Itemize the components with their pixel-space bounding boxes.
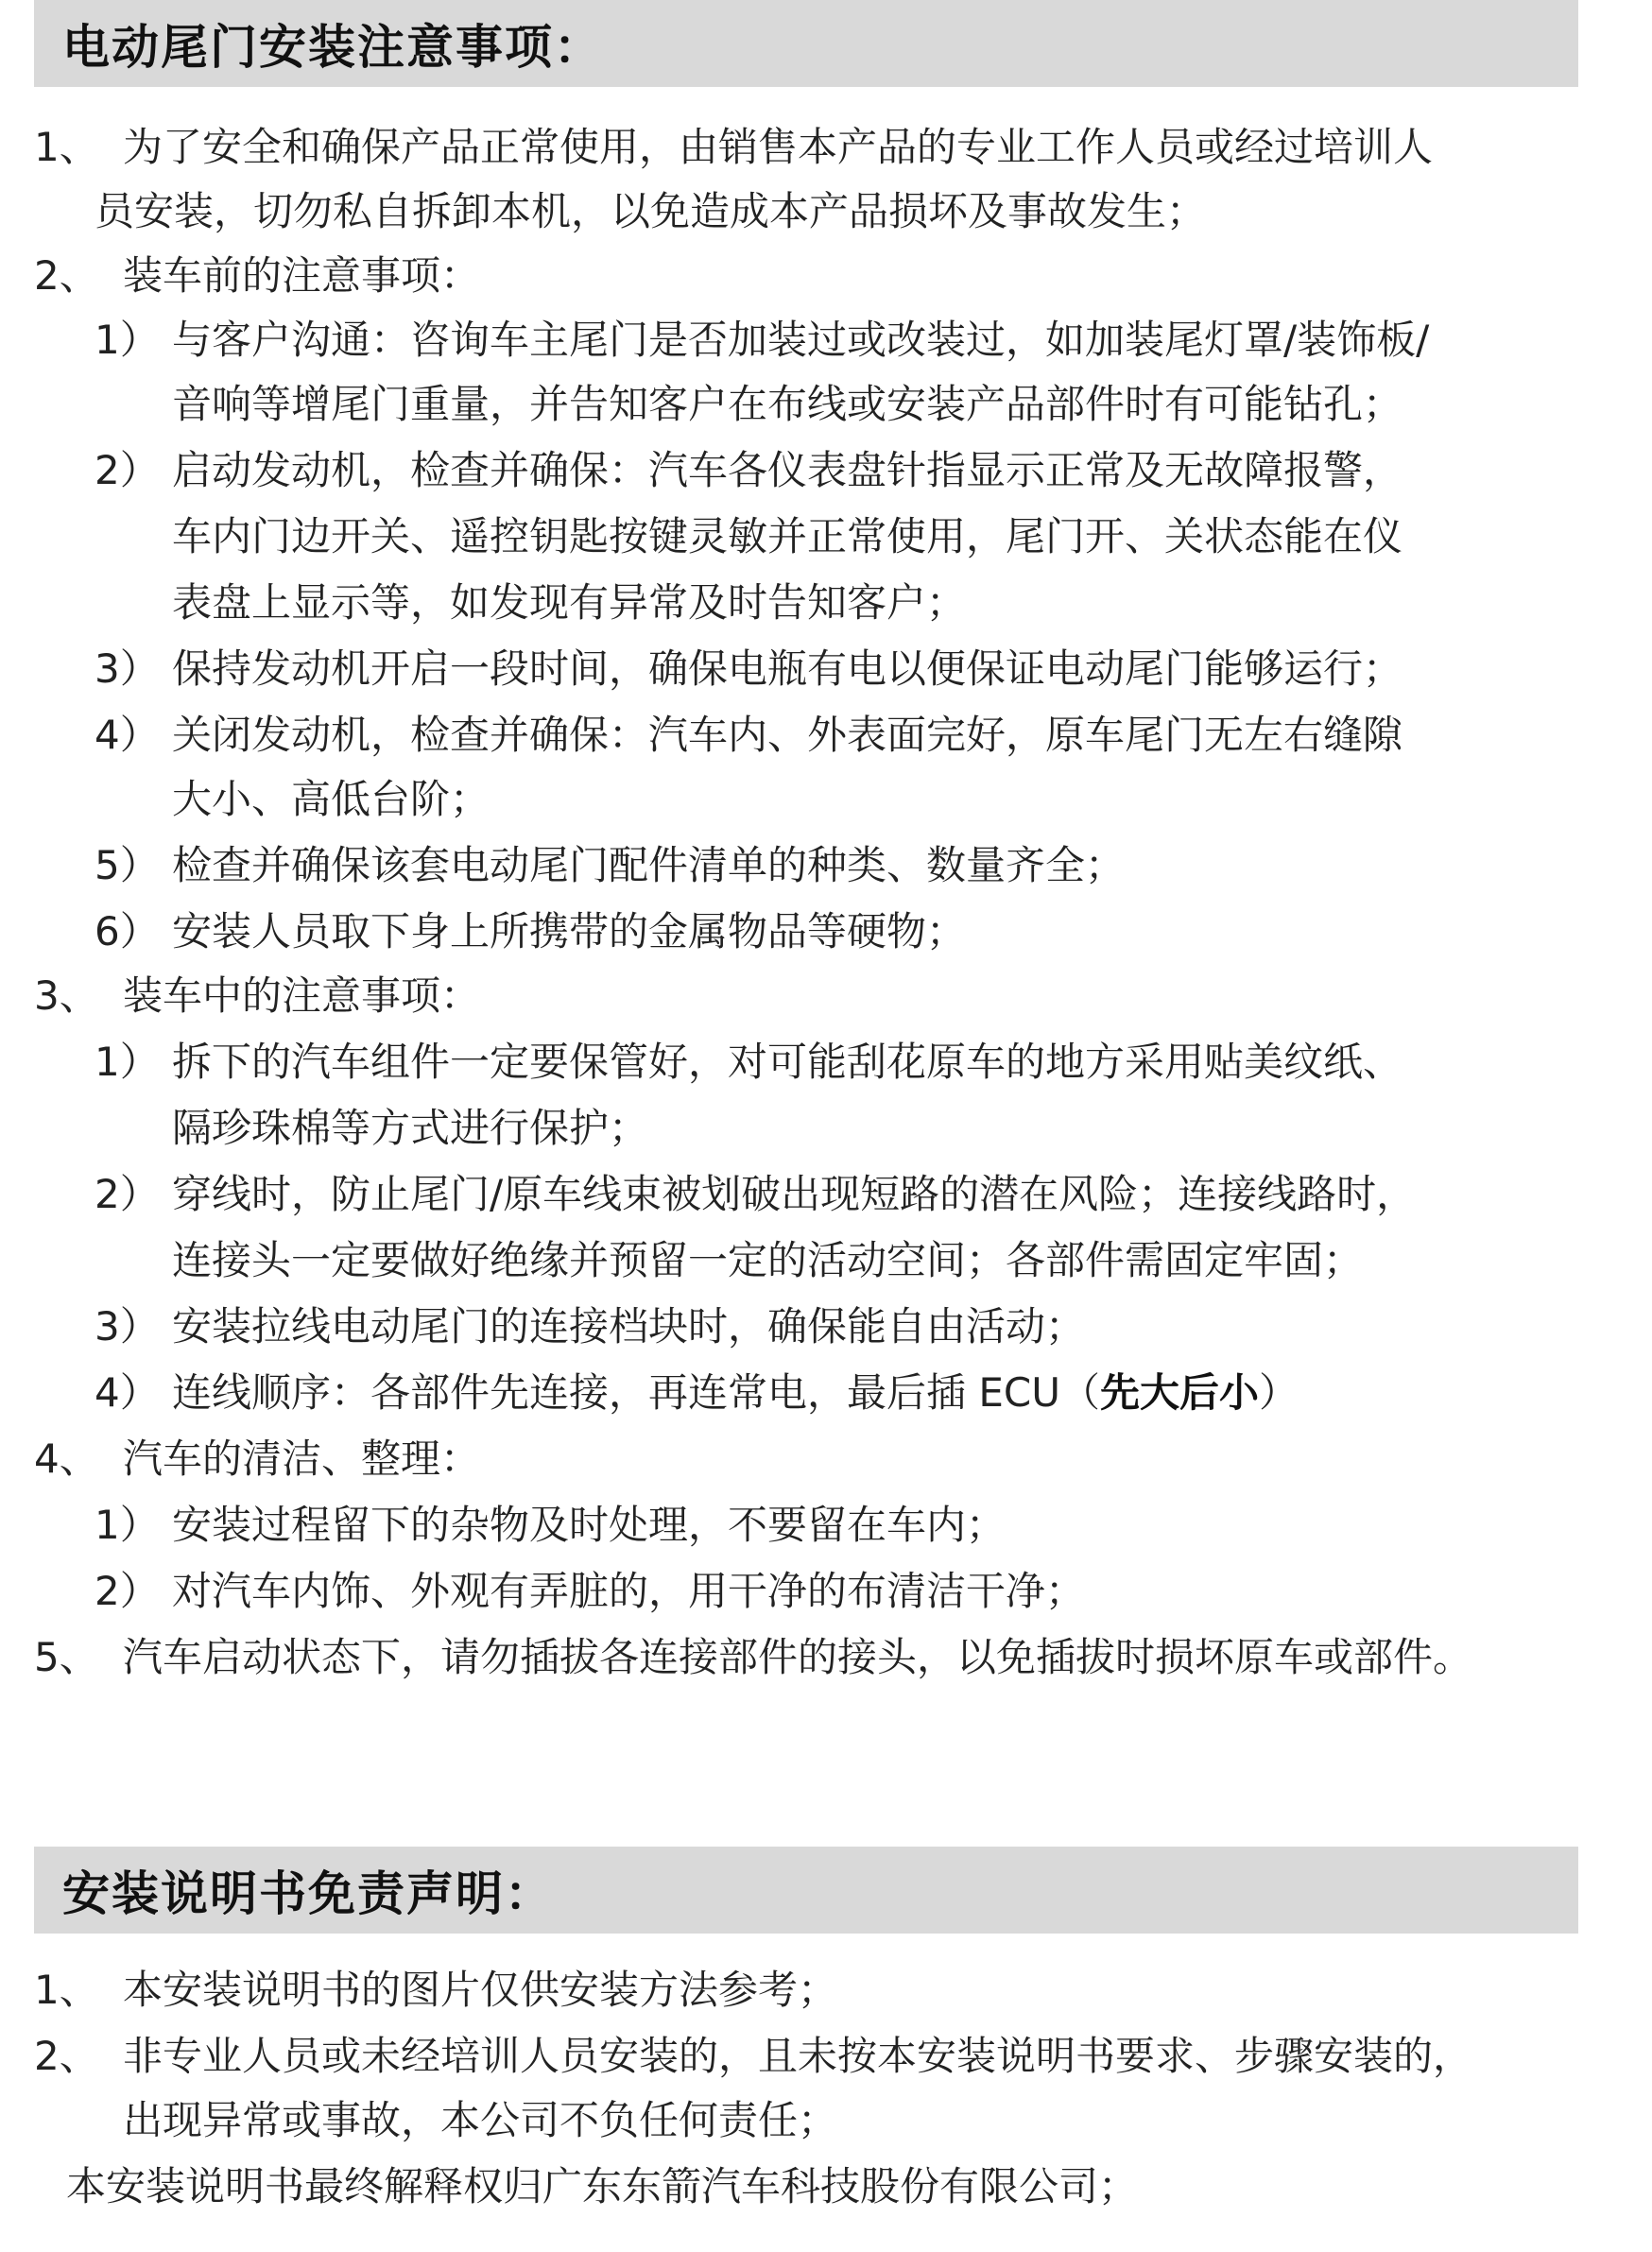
section-header-install-notes [34,0,1578,87]
sub-item-number: 3） [95,1303,160,1349]
item-number: 1、 [34,1967,99,2013]
sub-item-number: 3） [95,645,160,692]
item-heading: 装车前的注意事项： [123,252,481,299]
item-heading: 汽车的清洁、整理： [123,1435,481,1482]
sub-item-number: 1） [95,317,160,363]
sub-item-number: 2） [95,1171,160,1217]
sub-item-text: 穿线时，防止尾门/原车线束被划破出现短路的潜在风险；连接线路时， [172,1171,1417,1217]
sub-item-number: 2） [95,1568,160,1614]
sub-item-text: 拆下的汽车组件一定要保管好，对可能刮花原车的地方采用贴美纹纸、 [172,1039,1403,1085]
item-text: 汽车启动状态下，请勿插拔各连接部件的接头，以免插拔时损坏原车或部件。 [123,1634,1473,1680]
item-heading: 装车中的注意事项： [123,972,481,1019]
sub-item-number: 4） [95,712,160,758]
item-number: 2、 [34,252,99,299]
item-number: 3、 [34,972,99,1019]
sub-item-text: 对汽车内饰、外观有弄脏的，用干净的布清洁干净； [172,1568,1086,1614]
sub-item-text: 连接头一定要做好绝缘并预留一定的活动空间；各部件需固定牢固； [172,1237,1364,1283]
item-text: 为了安全和确保产品正常使用，由销售本产品的专业工作人员或经过培训人 [123,124,1434,170]
section-title: 电动尾门安装注意事项： [62,20,603,75]
sub-item-text: 检查并确保该套电动尾门配件清单的种类、数量齐全； [172,842,1126,888]
sub-item-text: 启动发动机，检查并确保：汽车各仪表盘针指显示正常及无故障报警， [172,447,1403,493]
sub-item-number: 2） [95,447,160,493]
footer-statement: 本安装说明书最终解释权归广东东箭汽车科技股份有限公司； [66,2163,1139,2209]
wiring-order-close: ） [1258,1369,1299,1416]
item-text: 员安装，切勿私自拆卸本机，以免造成本产品损坏及事故发生； [95,188,1207,234]
item-number: 2、 [34,2033,99,2079]
sub-item-text: 保持发动机开启一段时间，确保电瓶有电以便保证电动尾门能够运行； [172,645,1403,692]
sub-item-text: 隔珍珠棉等方式进行保护； [172,1105,649,1151]
sub-item-text: 大小、高低台阶； [172,776,490,822]
item-number: 4、 [34,1435,99,1482]
sub-item-number: 1） [95,1502,160,1548]
section-header-disclaimer [34,1847,1578,1934]
item-text: 出现异常或事故，本公司不负任何责任； [123,2097,838,2143]
item-text: 非专业人员或未经培训人员安装的，且未按本安装说明书要求、步骤安装的， [123,2033,1473,2079]
sub-item-text: 与客户沟通：咨询车主尾门是否加装过或改装过，如加装尾灯罩/装饰板/ [172,317,1430,363]
section-title: 安装说明书免责声明： [62,1866,554,1921]
sub-item-text: 关闭发动机，检查并确保：汽车内、外表面完好，原车尾门无左右缝隙 [172,712,1403,758]
wiring-order-emphasis: 先大后小 [1099,1369,1259,1416]
sub-item-text: 车内门边开关、遥控钥匙按键灵敏并正常使用，尾门开、关状态能在仪 [172,513,1403,559]
sub-item-number: 1） [95,1039,160,1085]
sub-item-number: 6） [95,908,160,954]
sub-item-text [172,1367,1299,1419]
sub-item-number: 5） [95,842,160,888]
sub-item-text: 安装过程留下的杂物及时处理，不要留在车内； [172,1502,1007,1548]
sub-item-text: 安装人员取下身上所携带的金属物品等硬物； [172,908,967,954]
sub-item-number: 4） [95,1369,160,1416]
sub-item-text: 表盘上显示等，如发现有异常及时告知客户； [172,579,967,626]
item-number: 5、 [34,1634,99,1680]
item-text: 本安装说明书的图片仅供安装方法参考； [123,1967,838,2013]
item-number: 1、 [34,124,99,170]
wiring-order-text: 连线顺序：各部件先连接，再连常电，最后插 ECU（ [172,1369,1100,1416]
sub-item-text: 音响等增尾门重量，并告知客户在布线或安装产品部件时有可能钻孔； [172,381,1403,427]
sub-item-text: 安装拉线电动尾门的连接档块时，确保能自由活动； [172,1303,1086,1349]
